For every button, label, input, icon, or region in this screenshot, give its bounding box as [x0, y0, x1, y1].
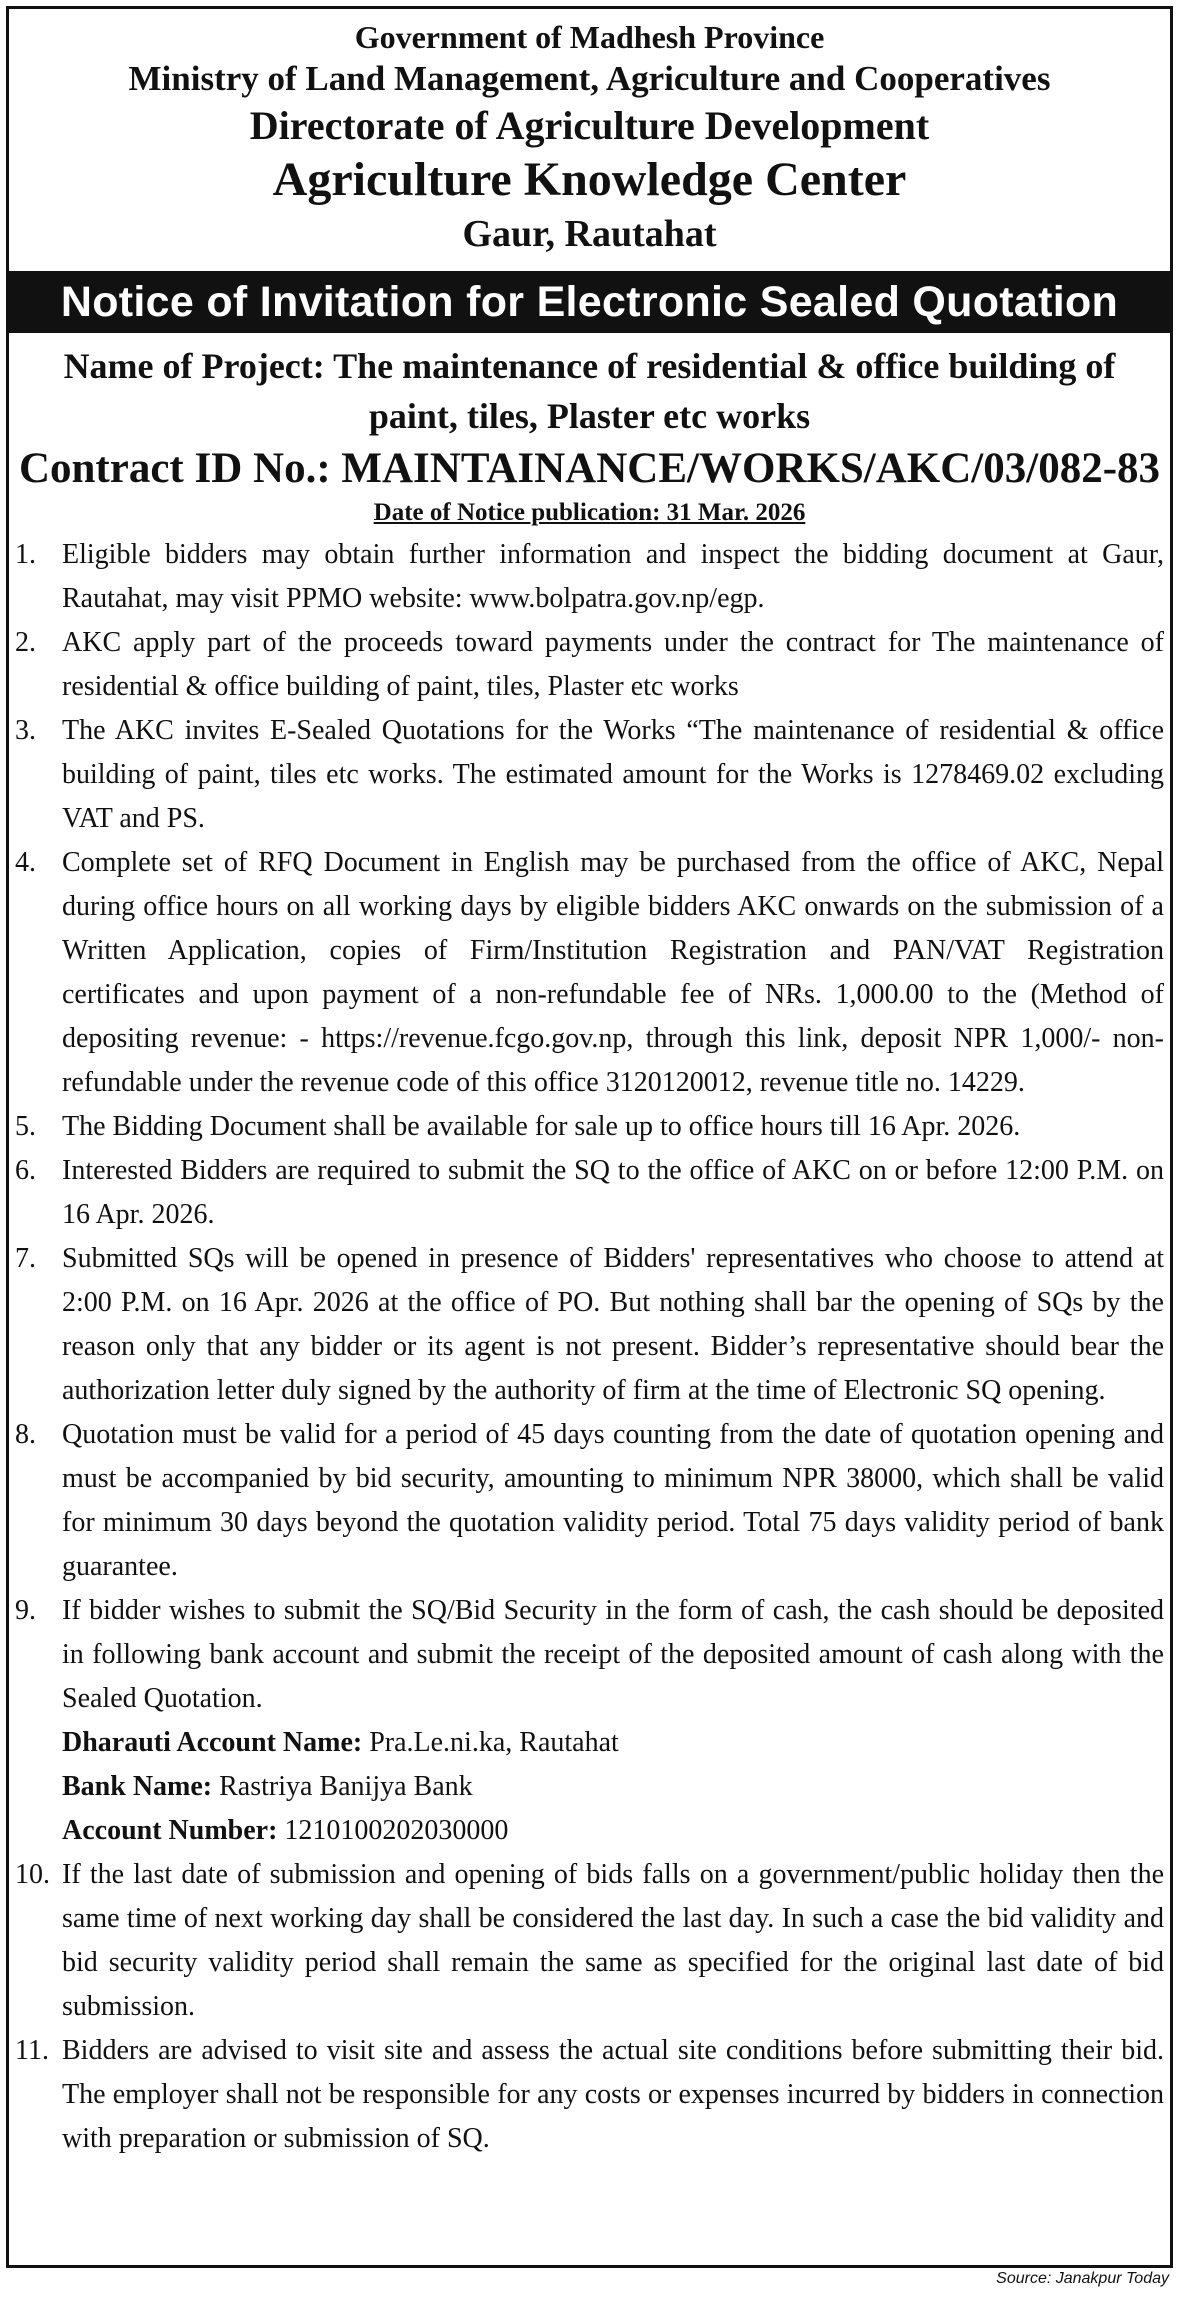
- item-text: Interested Bidders are required to submit the SQ to the office of AKC on or before 12:00 P.M. on 16 Apr. 2026.: [62, 1155, 1164, 1230]
- center-location: Gaur, Rautahat: [462, 213, 717, 255]
- item-text: The AKC invites E-Sealed Quotations for the Works “The maintenance of residential & office building of paint, tiles etc works. The estimated amount for the Works is 1278469.02 excluding VAT and PS.: [62, 715, 1164, 834]
- item-text: AKC apply part of the proceeds toward payments under the contract for The maintenance of residential & office building of paint, tiles, Plaster etc works: [62, 627, 1164, 702]
- item-number: 8.: [15, 1419, 36, 1450]
- bank-account-number-value: 1210100202030000: [284, 1815, 509, 1846]
- list-item: [9, 621, 1164, 709]
- publication-date: Date of Notice publication: 31 Mar. 2026: [373, 499, 806, 526]
- center-name: Agriculture Knowledge Center: [272, 153, 907, 206]
- item-text: The Bidding Document shall be available for sale up to office hours till 16 Apr. 2026.: [62, 1111, 1021, 1142]
- bank-account-name-label: Dharauti Account Name:: [62, 1727, 363, 1758]
- item-number: 11.: [15, 2035, 49, 2066]
- item-text: Eligible bidders may obtain further information and inspect the bidding document at Gaur, Rautahat, may visit PPMO website: www.bolpatra.gov.np/egp.: [62, 539, 1164, 614]
- item-text: Submitted SQs will be opened in presence of Bidders' representatives who choose to attend at 2:00 P.M. on 16 Apr. 2026 at the office of PO. But nothing shall bar the opening of SQs by the reason only that any bidder or its agent is not present. Bidder’s representative should bear the authorization letter duly signed by the authority of firm at the time of Electronic SQ opening.: [62, 1243, 1164, 1406]
- item-text: If bidder wishes to submit the SQ/Bid Security in the form of cash, the cash should be deposited in following bank account and submit the receipt of the deposited amount of cash along with the Sealed Quotation.: [62, 1595, 1164, 1714]
- bank-name-value: Rastriya Banijya Bank: [219, 1771, 473, 1802]
- bank-account-number-label: Account Number:: [62, 1815, 278, 1846]
- list-item: [9, 1105, 1164, 1149]
- bank-name: [62, 1765, 1164, 1809]
- government-name: Government of Madhesh Province: [354, 19, 825, 55]
- terms-list: [9, 533, 1170, 2161]
- notice-header: [9, 9, 1170, 259]
- source-credit: Source: Janakpur Today: [996, 2270, 1169, 2287]
- bank-account-name: [62, 1721, 1164, 1765]
- item-number: 2.: [15, 627, 36, 658]
- contract-id: Contract ID No.: MAINTAINANCE/WORKS/AKC/03/082-83: [18, 445, 1161, 492]
- directorate-name: Directorate of Agriculture Development: [249, 103, 930, 148]
- bank-name-label: Bank Name:: [62, 1771, 213, 1802]
- list-item: [9, 1413, 1164, 1589]
- item-text: If the last date of submission and opening of bids falls on a government/public holiday then the same time of next working day shall be considered the last day. In such a case the bid validity and bid security validity period shall remain the same as specified for the original last date of bid submission.: [62, 1859, 1164, 2022]
- item-number: 1.: [15, 539, 36, 570]
- item-number: 6.: [15, 1155, 36, 1186]
- item-text: Quotation must be valid for a period of 45 days counting from the date of quotation opening and must be accompanied by bid security, amounting to minimum NPR 38000, which shall be valid for minimum 30 days beyond the quotation validity period. Total 75 days validity period of bank guarantee.: [62, 1419, 1164, 1582]
- list-item: [9, 1589, 1164, 1853]
- item-number: 9.: [15, 1595, 36, 1626]
- item-number: 4.: [15, 847, 36, 878]
- list-item: [9, 2029, 1164, 2161]
- bank-account-name-value: Pra.Le.ni.ka, Rautahat: [369, 1727, 619, 1758]
- ministry-name: Ministry of Land Management, Agriculture and Cooperatives: [128, 59, 1051, 98]
- list-item: [9, 1853, 1164, 2029]
- item-text: Complete set of RFQ Document in English may be purchased from the office of AKC, Nepal during office hours on all working days by eligible bidders AKC onwards on the submission of a Written Application, copies of Firm/Institution Registration and PAN/VAT Registration certificates and upon payment of a non-refundable fee of NRs. 1,000.00 to the (Method of depositing revenue: - https://revenue.fcgo.gov.np, through this link, deposit NPR 1,000/- non-refundable under the revenue code of this office 3120120012, revenue title no. 14229.: [62, 847, 1164, 1098]
- list-item: [9, 533, 1164, 621]
- project-name: Name of Project: The maintenance of residential & office building of paint, tiles, Plaster etc works: [63, 346, 1116, 436]
- list-item: [9, 1149, 1164, 1237]
- notice-banner: Notice of Invitation for Electronic Sealed Quotation: [9, 271, 1170, 333]
- bank-account-number: [62, 1809, 1164, 1853]
- list-item: [9, 841, 1164, 1105]
- item-number: 10.: [15, 1859, 50, 1890]
- item-number: 7.: [15, 1243, 36, 1274]
- item-number: 5.: [15, 1111, 36, 1142]
- notice-frame: [6, 6, 1173, 2268]
- item-text: Bidders are advised to visit site and assess the actual site conditions before submitting their bid. The employer shall not be responsible for any costs or expenses incurred by bidders in connection with preparation or submission of SQ.: [62, 2035, 1164, 2154]
- list-item: [9, 1237, 1164, 1413]
- list-item: [9, 709, 1164, 841]
- item-number: 3.: [15, 715, 36, 746]
